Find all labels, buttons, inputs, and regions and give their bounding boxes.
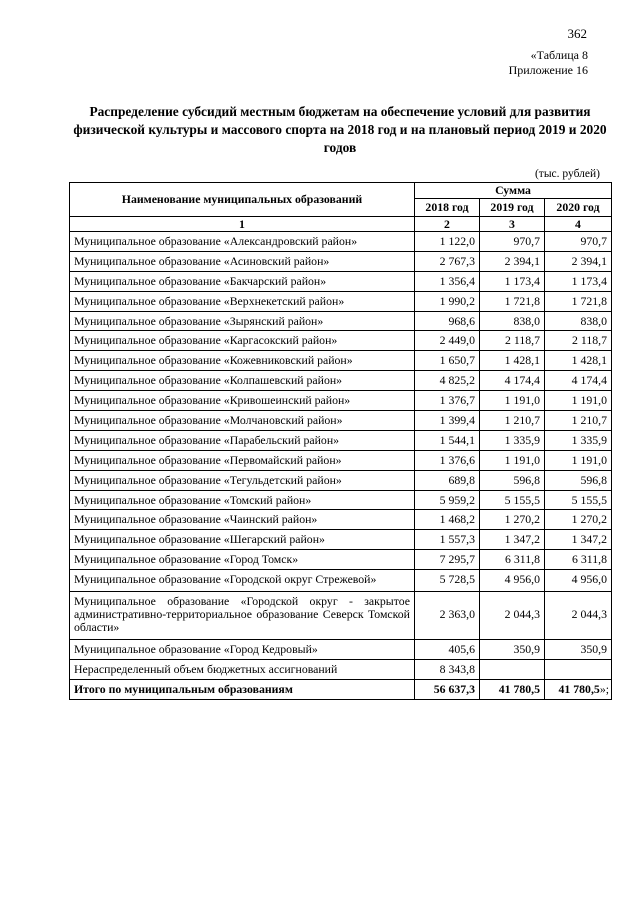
amount-2020: [545, 660, 612, 680]
amount-2020: 1 210,7: [545, 411, 612, 431]
column-number: 4: [545, 217, 612, 232]
municipality-name: Муниципальное образование «Чаинский район»: [70, 510, 415, 530]
amount-2018: 1 122,0: [415, 232, 480, 252]
amount-2018: 968,6: [415, 311, 480, 331]
municipality-name: Муниципальное образование «Томский район»: [70, 490, 415, 510]
municipality-name: Муниципальное образование «Бакчарский район»: [70, 271, 415, 291]
amount-2020: 1 191,0: [545, 450, 612, 470]
column-number: 2: [415, 217, 480, 232]
amount-2020: 2 044,3: [545, 592, 612, 640]
amount-2020: 838,0: [545, 311, 612, 331]
amount-2020: 6 311,8: [545, 550, 612, 570]
table-row: [70, 530, 612, 550]
amount-2020: 1 191,0: [545, 391, 612, 411]
annex-table-number: «Таблица 8: [530, 48, 588, 62]
table-row: [70, 411, 612, 431]
document-title: Распределение субсидий местным бюджетам на обеспечение условий для развития физической культуры и массового спорта на 2018 год и на плановый период 2019 и 2020 годов: [73, 104, 607, 155]
table-row: [70, 660, 612, 680]
total-row: [70, 679, 612, 699]
municipality-name: Нераспределенный объем бюджетных ассигнований: [70, 660, 415, 680]
table-row: [70, 232, 612, 252]
municipality-name: Муниципальное образование «Городской округ - закрытое административно-территориальное образование Северск Томской области»: [70, 592, 415, 640]
column-number: 1: [70, 217, 415, 232]
table-row: [70, 490, 612, 510]
municipality-name: Муниципальное образование «Зырянский район»: [70, 311, 415, 331]
table-body: [70, 232, 612, 700]
amount-2019: 1 270,2: [480, 510, 545, 530]
table-row: [70, 251, 612, 271]
municipality-name: Муниципальное образование «Кривошеинский район»: [70, 391, 415, 411]
amount-2018: 1 650,7: [415, 351, 480, 371]
amount-2020: 2 394,1: [545, 251, 612, 271]
table-row: [70, 450, 612, 470]
amount-2018: 1 468,2: [415, 510, 480, 530]
amount-2020: 1 428,1: [545, 351, 612, 371]
header-year-2020: 2020 год: [545, 199, 612, 217]
amount-2018: 1 399,4: [415, 411, 480, 431]
amount-2019: 4 956,0: [480, 570, 545, 592]
total-2018: 56 637,3: [415, 679, 480, 699]
table-row: [70, 371, 612, 391]
municipality-name: Муниципальное образование «Каргасокский район»: [70, 331, 415, 351]
table-row: [70, 592, 612, 640]
amount-2019: 1 210,7: [480, 411, 545, 431]
amount-2019: 970,7: [480, 232, 545, 252]
amount-2018: 1 376,7: [415, 391, 480, 411]
table-row: [70, 391, 612, 411]
column-number: 3: [480, 217, 545, 232]
amount-2019: 1 428,1: [480, 351, 545, 371]
amount-2018: 5 728,5: [415, 570, 480, 592]
municipality-name: Муниципальное образование «Город Томск»: [70, 550, 415, 570]
amount-2018: 1 544,1: [415, 430, 480, 450]
table-row: [70, 311, 612, 331]
amount-2020: 1 347,2: [545, 530, 612, 550]
municipality-name: Муниципальное образование «Шегарский район»: [70, 530, 415, 550]
municipality-name: Муниципальное образование «Тегульдетский район»: [70, 470, 415, 490]
municipality-name: Муниципальное образование «Асиновский район»: [70, 251, 415, 271]
amount-2019: 1 191,0: [480, 450, 545, 470]
municipality-name: Муниципальное образование «Верхнекетский район»: [70, 291, 415, 311]
municipality-name: Муниципальное образование «Городской округ Стрежевой»: [70, 570, 415, 592]
amount-2020: 2 118,7: [545, 331, 612, 351]
amount-2019: 5 155,5: [480, 490, 545, 510]
header-year-2019: 2019 год: [480, 199, 545, 217]
amount-2019: 596,8: [480, 470, 545, 490]
amount-2018: 405,6: [415, 640, 480, 660]
amount-2018: 5 959,2: [415, 490, 480, 510]
amount-2018: 8 343,8: [415, 660, 480, 680]
amount-2018: 2 767,3: [415, 251, 480, 271]
amount-2020: 596,8: [545, 470, 612, 490]
amount-2020: 1 173,4: [545, 271, 612, 291]
amount-2018: 1 356,4: [415, 271, 480, 291]
municipality-name: Муниципальное образование «Колпашевский район»: [70, 371, 415, 391]
amount-2020: 4 174,4: [545, 371, 612, 391]
closing-quote-suffix: »;: [599, 681, 609, 696]
amount-2020: 1 721,8: [545, 291, 612, 311]
annex-label: [509, 48, 588, 78]
table-row: [70, 351, 612, 371]
header-year-2018: 2018 год: [415, 199, 480, 217]
total-2019: 41 780,5: [480, 679, 545, 699]
table-row: [70, 550, 612, 570]
page-number: 362: [567, 26, 587, 41]
amount-2018: 4 825,2: [415, 371, 480, 391]
municipality-name: Муниципальное образование «Парабельский район»: [70, 430, 415, 450]
amount-2020: 1 270,2: [545, 510, 612, 530]
amount-2019: 4 174,4: [480, 371, 545, 391]
header-sum: Сумма: [415, 183, 612, 199]
amount-2018: 1 376,6: [415, 450, 480, 470]
amount-2019: 838,0: [480, 311, 545, 331]
table-row: [70, 291, 612, 311]
table-row: [70, 430, 612, 450]
amount-2018: 2 449,0: [415, 331, 480, 351]
table-row: [70, 570, 612, 592]
amount-2019: 2 394,1: [480, 251, 545, 271]
table-row: [70, 470, 612, 490]
municipality-name: Муниципальное образование «Кожевниковский район»: [70, 351, 415, 371]
municipality-name: Муниципальное образование «Первомайский район»: [70, 450, 415, 470]
amount-2020: 1 335,9: [545, 430, 612, 450]
amount-2019: 2 044,3: [480, 592, 545, 640]
total-label: Итого по муниципальным образованиям: [70, 679, 415, 699]
units-label: (тыс. рублей): [534, 168, 600, 180]
amount-2018: 689,8: [415, 470, 480, 490]
amount-2019: 2 118,7: [480, 331, 545, 351]
amount-2019: 350,9: [480, 640, 545, 660]
municipality-name: Муниципальное образование «Город Кедровый»: [70, 640, 415, 660]
table-row: [70, 640, 612, 660]
amount-2020: 970,7: [545, 232, 612, 252]
amount-2019: 1 721,8: [480, 291, 545, 311]
amount-2018: 1 557,3: [415, 530, 480, 550]
amount-2020: 5 155,5: [545, 490, 612, 510]
amount-2019: 1 335,9: [480, 430, 545, 450]
amount-2019: 1 173,4: [480, 271, 545, 291]
table-row: [70, 271, 612, 291]
municipality-name: Муниципальное образование «Молчановский район»: [70, 411, 415, 431]
subsidy-table: [69, 182, 612, 700]
amount-2018: 7 295,7: [415, 550, 480, 570]
header-name-column: Наименование муниципальных образований: [70, 183, 415, 217]
amount-2020: 4 956,0: [545, 570, 612, 592]
annex-appendix-number: Приложение 16: [508, 63, 588, 77]
amount-2019: 1 191,0: [480, 391, 545, 411]
table-row: [70, 510, 612, 530]
amount-2020: 350,9: [545, 640, 612, 660]
municipality-name: Муниципальное образование «Александровский район»: [70, 232, 415, 252]
amount-2019: 1 347,2: [480, 530, 545, 550]
total-2020-cell: [545, 679, 612, 699]
amount-2018: 1 990,2: [415, 291, 480, 311]
table-row: [70, 331, 612, 351]
amount-2018: 2 363,0: [415, 592, 480, 640]
amount-2019: 6 311,8: [480, 550, 545, 570]
amount-2019: [480, 660, 545, 680]
total-2020: 41 780,5: [558, 681, 600, 696]
